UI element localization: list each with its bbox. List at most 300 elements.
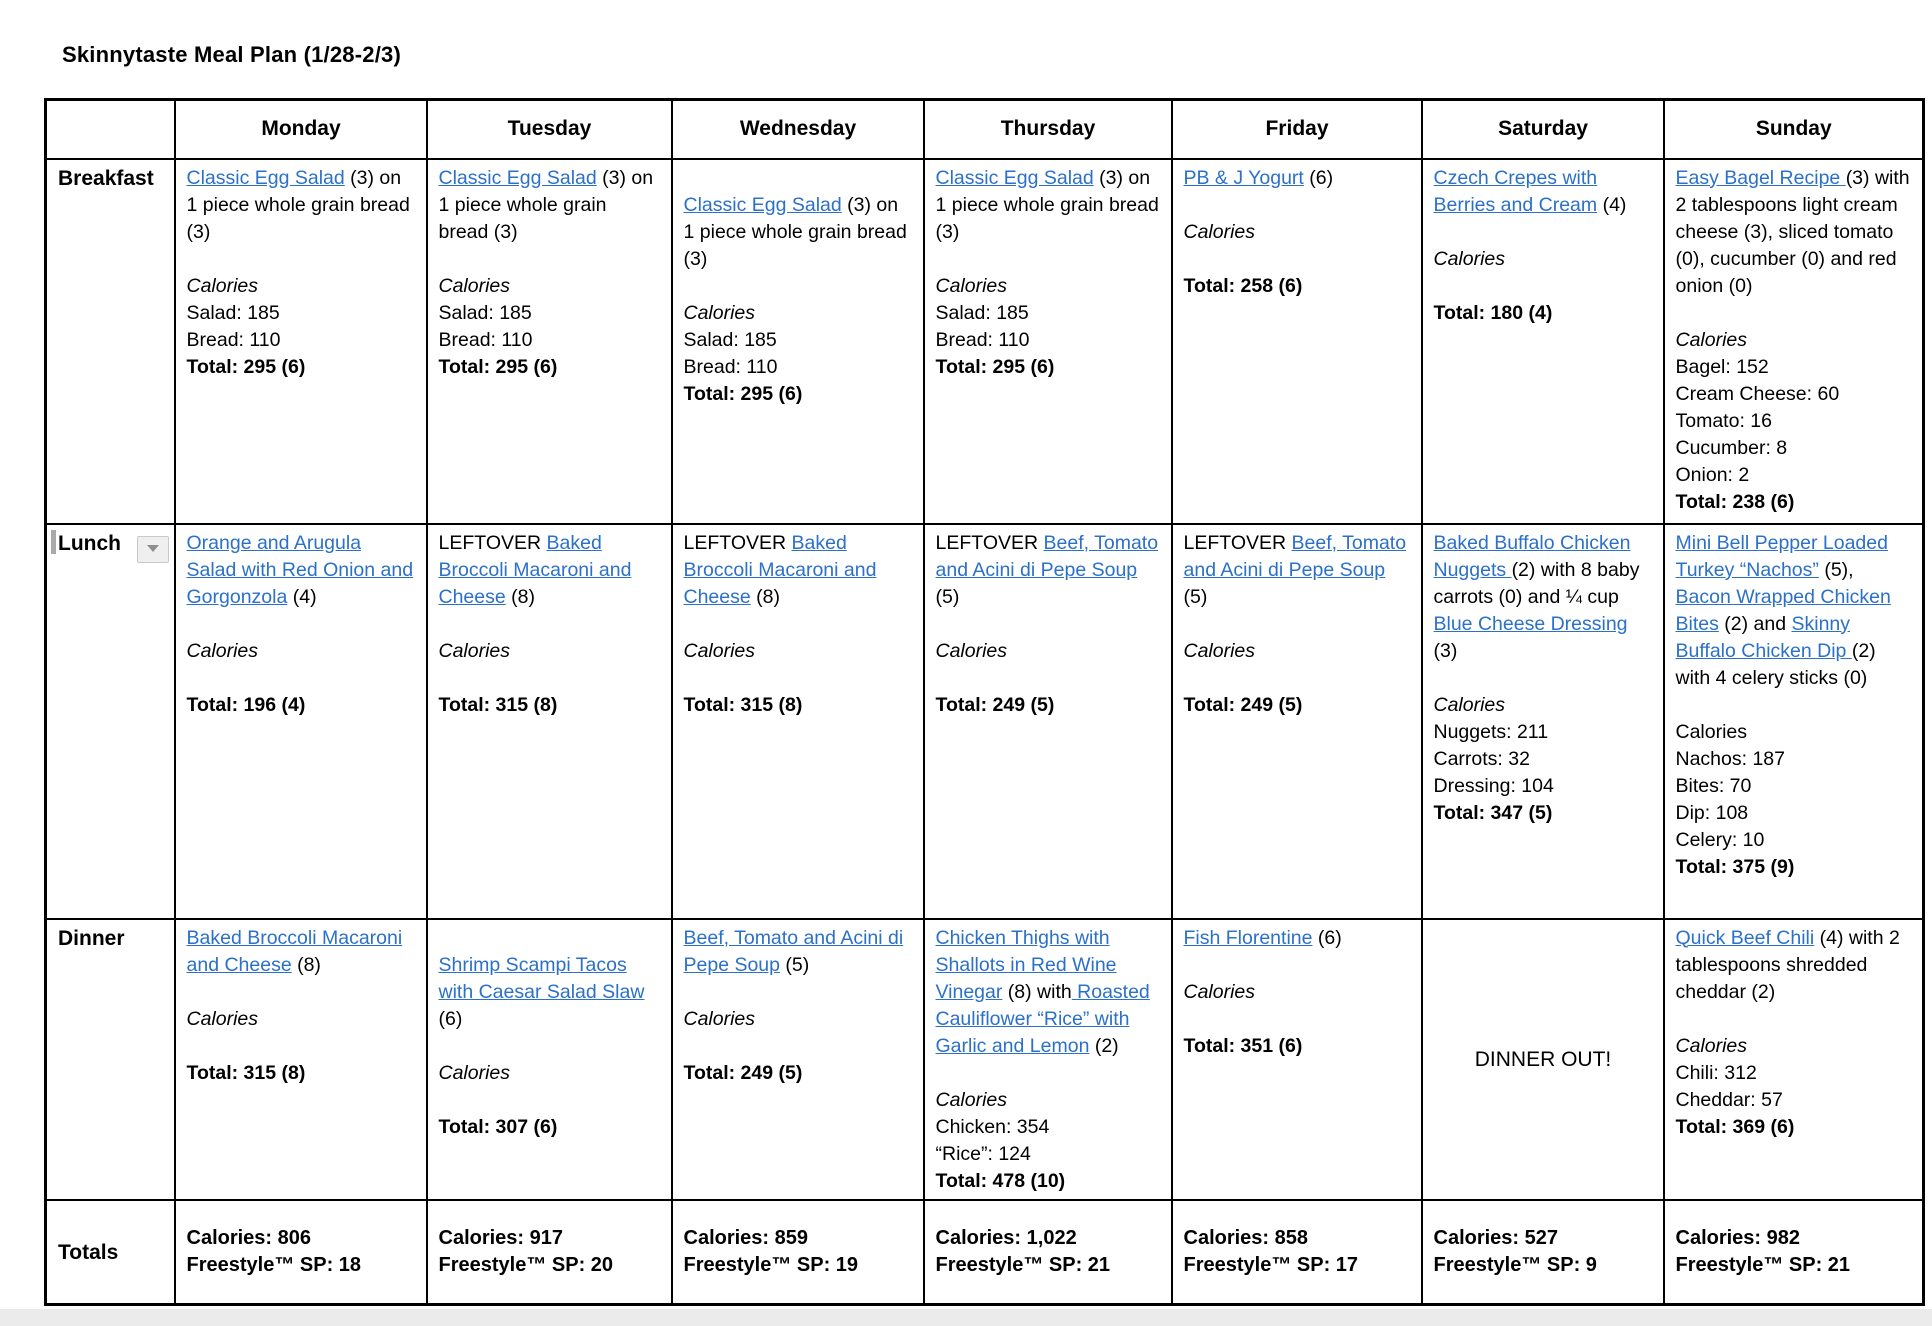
- cell-lunch-monday: [175, 524, 427, 919]
- blank-line: [684, 273, 913, 300]
- blank-line: [1676, 300, 1913, 327]
- cell-line: [1676, 800, 1913, 827]
- total-text: Total: 238 (6): [1675, 490, 1795, 513]
- blank-line: [684, 1033, 913, 1060]
- total-text: Total: 369 (6): [1675, 1115, 1795, 1138]
- plain-text: Nachos: 187: [1675, 747, 1785, 770]
- total-text: Total: 347 (5): [1433, 801, 1553, 824]
- recipe-link[interactable]: Mini Bell Pepper Loaded Turkey “Nachos”: [1675, 531, 1888, 581]
- cell-lunch-friday: [1172, 524, 1422, 919]
- cell-line: [187, 1252, 416, 1279]
- cell-line: [1676, 719, 1913, 746]
- meal-table: [44, 98, 1925, 1306]
- cell-line: [439, 165, 661, 246]
- cell-line: [936, 354, 1161, 381]
- cell-lunch-wednesday: [672, 524, 924, 919]
- header-sunday: Sunday: [1664, 100, 1924, 159]
- blank-line: [439, 611, 661, 638]
- cell-line: [1676, 489, 1913, 516]
- cell-line: [1434, 300, 1653, 327]
- calories-heading: Calories: [186, 639, 259, 662]
- calories-heading: Calories: [1675, 1034, 1748, 1057]
- plain-text: (2) and: [1718, 612, 1792, 635]
- cell-line: [1434, 1225, 1653, 1252]
- cell-line: [439, 300, 661, 327]
- cell-line: [439, 530, 661, 611]
- cell-totals-wednesday: [672, 1200, 924, 1305]
- recipe-link[interactable]: Czech Crepes with Berries and Cream: [1433, 166, 1598, 216]
- cell-line: [1434, 692, 1653, 719]
- cell-lunch-sunday: [1664, 524, 1924, 919]
- plain-text: Cream Cheese: 60: [1675, 382, 1840, 405]
- cell-line: [187, 165, 416, 246]
- cell-line: [187, 530, 416, 611]
- plain-text: (3) with 2 tablespoons light cream cheese (3), sliced tomato (0), cucumber (0) and red onion (0): [1675, 166, 1910, 297]
- cell-line: [1184, 1252, 1411, 1279]
- cell-line: [936, 327, 1161, 354]
- cell-line: [439, 327, 661, 354]
- cell-line: [1676, 530, 1913, 692]
- cell-line: [936, 1114, 1161, 1141]
- cell-dinner-saturday: [1422, 919, 1664, 1200]
- plain-text: LEFTOVER: [438, 531, 547, 554]
- row-label-text: Totals: [58, 1240, 119, 1264]
- blank-line: [1184, 246, 1411, 273]
- plain-text: Salad: 185: [438, 301, 532, 324]
- cell-line: [439, 1225, 661, 1252]
- cell-line: [439, 1060, 661, 1087]
- plain-text: Calories: [1675, 720, 1748, 743]
- plain-text: Chili: 312: [1675, 1061, 1757, 1084]
- total-text: Total: 295 (6): [935, 355, 1055, 378]
- cell-line: [187, 1225, 416, 1252]
- plain-text: (6): [1312, 926, 1342, 949]
- blank-line: [1434, 665, 1653, 692]
- total-text: Total: 249 (5): [1183, 693, 1303, 716]
- plain-text: Celery: 10: [1675, 828, 1765, 851]
- cell-line: [439, 952, 661, 1033]
- total-text: Freestyle™ SP: 21: [1675, 1254, 1851, 1277]
- plain-text: LEFTOVER: [935, 531, 1044, 554]
- plain-text: (3) on 1 piece whole grain bread (3): [438, 166, 654, 243]
- calories-heading: Calories: [1183, 220, 1256, 243]
- cell-lunch-saturday: [1422, 524, 1664, 919]
- cell-line: [1184, 219, 1411, 246]
- cell-breakfast-wednesday: [672, 159, 924, 524]
- blank-line: [1184, 952, 1411, 979]
- cell-line: [936, 165, 1161, 246]
- cell-line: [1434, 746, 1653, 773]
- total-text: Freestyle™ SP: 20: [438, 1254, 614, 1277]
- recipe-link[interactable]: Easy Bagel Recipe: [1675, 166, 1846, 189]
- cell-line: [187, 273, 416, 300]
- blank-line: [1434, 273, 1653, 300]
- total-text: Freestyle™ SP: 19: [683, 1254, 859, 1277]
- cell-line: [1184, 638, 1411, 665]
- cell-line: [1676, 381, 1913, 408]
- plain-text: Bagel: 152: [1675, 355, 1769, 378]
- recipe-link[interactable]: Shrimp Scampi Tacos with Caesar Salad Slaw: [438, 953, 645, 1003]
- cell-line: [1676, 854, 1913, 881]
- meal-table-body: [46, 100, 1924, 1305]
- plain-text: LEFTOVER: [683, 531, 792, 554]
- cell-line: [1676, 773, 1913, 800]
- cell-line: [1434, 800, 1653, 827]
- recipe-link[interactable]: Baked Broccoli Macaroni and Cheese: [438, 531, 632, 608]
- header-tuesday: Tuesday: [427, 100, 672, 159]
- blank-line: [936, 1060, 1161, 1087]
- calories-heading: Calories: [186, 274, 259, 297]
- cell-line: [439, 273, 661, 300]
- cell-line: [1676, 1060, 1913, 1087]
- recipe-link[interactable]: Beef, Tomato and Acini di Pepe Soup: [683, 926, 904, 976]
- plain-text: (5): [935, 585, 960, 608]
- row-label-text: Breakfast: [58, 166, 154, 190]
- row-label-lunch: [46, 524, 175, 919]
- cell-breakfast-sunday: [1664, 159, 1924, 524]
- cell-line: [684, 530, 913, 611]
- total-text: Total: 478 (10): [935, 1169, 1066, 1192]
- recipe-link[interactable]: Skinny Buffalo Chicken Dip: [1675, 612, 1852, 662]
- plain-text: (4): [287, 585, 317, 608]
- plain-text: Bread: 110: [438, 328, 533, 351]
- calories-heading: Calories: [935, 1088, 1008, 1111]
- blank-line: [187, 246, 416, 273]
- recipe-link[interactable]: Classic Egg Salad: [438, 166, 597, 189]
- cell-line: [1184, 925, 1411, 952]
- recipe-link[interactable]: Beef, Tomato and Acini di Pepe Soup: [935, 531, 1159, 581]
- cell-line: [1676, 925, 1913, 1006]
- cell-lunch-thursday: [924, 524, 1172, 919]
- blank-line: [439, 665, 661, 692]
- cell-line: [1676, 354, 1913, 381]
- cell-line: [1676, 1225, 1913, 1252]
- cell-line: [1676, 327, 1913, 354]
- plain-text: Onion: 2: [1675, 463, 1750, 486]
- cell-line: [1676, 462, 1913, 489]
- blank-line: [439, 1033, 661, 1060]
- recipe-link[interactable]: Classic Egg Salad: [935, 166, 1094, 189]
- cell-line: [684, 638, 913, 665]
- blank-line: [684, 611, 913, 638]
- blank-line: [936, 246, 1161, 273]
- cell-totals-saturday: [1422, 1200, 1664, 1305]
- cell-line: [187, 354, 416, 381]
- cell-line: [936, 1252, 1161, 1279]
- blank-line: [1184, 1006, 1411, 1033]
- cell-line: [936, 1225, 1161, 1252]
- cell-dinner-friday: [1172, 919, 1422, 1200]
- recipe-link[interactable]: Classic Egg Salad: [683, 193, 842, 216]
- blank-line: [439, 925, 661, 952]
- plain-text: (5): [780, 953, 810, 976]
- cell-lunch-tuesday: [427, 524, 672, 919]
- cell-line: [439, 692, 661, 719]
- calories-heading: Calories: [1433, 247, 1506, 270]
- total-text: Calories: 527: [1433, 1227, 1559, 1250]
- total-text: Freestyle™ SP: 9: [1433, 1254, 1597, 1277]
- total-text: Total: 295 (6): [186, 355, 306, 378]
- cell-line: [936, 1168, 1161, 1195]
- recipe-link[interactable]: Bacon Wrapped Chicken Bites: [1675, 585, 1891, 635]
- plain-text: Dip: 108: [1675, 801, 1749, 824]
- cell-line: [936, 1141, 1161, 1168]
- plain-text: (8) with: [1002, 980, 1072, 1003]
- recipe-link[interactable]: Baked Broccoli Macaroni and Cheese: [683, 531, 877, 608]
- dropdown-triangle: [147, 545, 159, 552]
- plain-text: (8): [750, 585, 780, 608]
- plain-text: Salad: 185: [186, 301, 280, 324]
- blank-line: [187, 979, 416, 1006]
- blank-line: [1184, 611, 1411, 638]
- cell-line: [439, 638, 661, 665]
- cell-dinner-wednesday: [672, 919, 924, 1200]
- total-text: Calories: 806: [186, 1227, 312, 1250]
- text-cursor: [51, 530, 56, 554]
- recipe-link[interactable]: Blue Cheese Dressing: [1433, 612, 1628, 635]
- calories-heading: Calories: [186, 1007, 259, 1030]
- cell-line: [936, 638, 1161, 665]
- blank-line: [439, 246, 661, 273]
- plain-text: Tomato: 16: [1675, 409, 1772, 432]
- plain-text: (3): [1433, 639, 1458, 662]
- total-text: Total: 375 (9): [1675, 855, 1795, 878]
- cell-dinner-monday: [175, 919, 427, 1200]
- cell-line: [684, 1225, 913, 1252]
- plain-text: (2) with 8 baby carrots (0) and ¼ cup: [1433, 558, 1640, 608]
- cell-line: [1676, 1114, 1913, 1141]
- cell-line: [1434, 165, 1653, 219]
- header-monday: Monday: [175, 100, 427, 159]
- cell-line: [187, 1006, 416, 1033]
- plain-text: (4): [1597, 193, 1627, 216]
- cell-line: [1676, 1033, 1913, 1060]
- plain-text: DINNER OUT!: [1474, 1048, 1612, 1071]
- cell-line: [936, 925, 1161, 1060]
- cell-line: [1184, 692, 1411, 719]
- row-label-totals: [46, 1200, 175, 1305]
- cell-line: [1676, 435, 1913, 462]
- plain-text: Nuggets: 211: [1433, 720, 1549, 743]
- plain-text: (6): [438, 1007, 463, 1030]
- blank-line: [1676, 1006, 1913, 1033]
- total-text: Calories: 917: [438, 1227, 564, 1250]
- total-text: Total: 315 (8): [438, 693, 558, 716]
- corner-cell: [46, 100, 175, 159]
- plain-text: Carrots: 32: [1433, 747, 1530, 770]
- recipe-link[interactable]: PB & J Yogurt: [1183, 166, 1304, 189]
- total-text: Total: 295 (6): [438, 355, 558, 378]
- cell-line: [936, 1087, 1161, 1114]
- cell-line: [1434, 246, 1653, 273]
- total-text: Total: 249 (5): [683, 1061, 803, 1084]
- plain-text: Cheddar: 57: [1675, 1088, 1783, 1111]
- blank-line: [1434, 219, 1653, 246]
- cell-line: [187, 638, 416, 665]
- cell-line: [936, 273, 1161, 300]
- plain-text: Cucumber: 8: [1675, 436, 1788, 459]
- calories-heading: Calories: [935, 274, 1008, 297]
- total-text: Calories: 859: [683, 1227, 809, 1250]
- cell-line: [1184, 1033, 1411, 1060]
- cell-line: [1676, 746, 1913, 773]
- cell-line: [187, 1060, 416, 1087]
- blank-line: [1184, 665, 1411, 692]
- cell-totals-sunday: [1664, 1200, 1924, 1305]
- plain-text: (8): [291, 953, 321, 976]
- calories-heading: Calories: [438, 274, 511, 297]
- cell-line: [187, 692, 416, 719]
- recipe-link[interactable]: Baked Buffalo Chicken Nuggets: [1433, 531, 1631, 581]
- header-saturday: Saturday: [1422, 100, 1664, 159]
- cell-totals-friday: [1172, 1200, 1422, 1305]
- blank-line: [187, 1033, 416, 1060]
- plain-text: Bites: 70: [1675, 774, 1752, 797]
- cell-dinner-thursday: [924, 919, 1172, 1200]
- recipe-link[interactable]: Fish Florentine: [1183, 926, 1313, 949]
- cell-line: [1434, 530, 1653, 665]
- cell-line: [1184, 273, 1411, 300]
- total-text: Calories: 982: [1675, 1227, 1801, 1250]
- blank-line: [936, 665, 1161, 692]
- cell-line: [936, 300, 1161, 327]
- cell-line: [1184, 165, 1411, 192]
- total-text: Total: 180 (4): [1433, 301, 1553, 324]
- recipe-link[interactable]: Beef, Tomato and Acini di Pepe Soup: [1183, 531, 1407, 581]
- calories-heading: Calories: [1675, 328, 1748, 351]
- plain-text: (4) with 2 tablespoons shredded cheddar (2): [1675, 926, 1900, 1003]
- calories-heading: Calories: [438, 639, 511, 662]
- total-text: Total: 196 (4): [186, 693, 306, 716]
- plain-text: Bread: 110: [186, 328, 281, 351]
- blank-line: [684, 979, 913, 1006]
- cell-line: [684, 381, 913, 408]
- cell-line: [1676, 165, 1913, 300]
- recipe-link[interactable]: Chicken Thighs with Shallots in Red Wine Vinegar: [935, 926, 1117, 1003]
- recipe-link[interactable]: Orange and Arugula Salad with Red Onion and Gorgonzola: [186, 531, 414, 608]
- cell-line: [439, 1252, 661, 1279]
- plain-text: “Rice”: 124: [935, 1142, 1031, 1165]
- total-text: Total: 351 (6): [1183, 1034, 1303, 1057]
- plain-text: (3) on 1 piece whole grain bread (3): [935, 166, 1159, 243]
- cell-line: [684, 1252, 913, 1279]
- cell-line: [1676, 1087, 1913, 1114]
- cell-breakfast-saturday: [1422, 159, 1664, 524]
- cell-line: [1184, 530, 1411, 611]
- total-text: Freestyle™ SP: 17: [1183, 1254, 1359, 1277]
- blank-line: [684, 165, 913, 192]
- plain-text: (6): [1303, 166, 1334, 189]
- blank-line: [684, 665, 913, 692]
- cell-line: [1434, 719, 1653, 746]
- cell-totals-tuesday: [427, 1200, 672, 1305]
- cell-line: [936, 692, 1161, 719]
- cell-line: [1434, 1252, 1653, 1279]
- cell-line: [1434, 1046, 1653, 1073]
- total-text: Total: 315 (8): [683, 693, 803, 716]
- cell-line: [1676, 827, 1913, 854]
- cell-dinner-sunday: [1664, 919, 1924, 1200]
- cell-line: [684, 192, 913, 273]
- cell-breakfast-monday: [175, 159, 427, 524]
- plain-text: Salad: 185: [935, 301, 1029, 324]
- recipe-link[interactable]: Classic Egg Salad: [186, 166, 345, 189]
- plain-text: (3) on 1 piece whole grain bread (3): [186, 166, 410, 243]
- recipe-link[interactable]: Quick Beef Chili: [1675, 926, 1815, 949]
- header-friday: Friday: [1172, 100, 1422, 159]
- window-bottom-band: [0, 1309, 1932, 1326]
- cell-line: [187, 925, 416, 979]
- total-text: Total: 258 (6): [1183, 274, 1303, 297]
- plain-text: (8): [505, 585, 535, 608]
- cell-totals-thursday: [924, 1200, 1172, 1305]
- cell-dinner-tuesday: [427, 919, 672, 1200]
- blank-line: [936, 611, 1161, 638]
- plain-text: Dressing: 104: [1433, 774, 1554, 797]
- blank-line: [439, 1087, 661, 1114]
- cell-line: [936, 530, 1161, 611]
- header-thursday: Thursday: [924, 100, 1172, 159]
- plain-text: (2) with 4 celery sticks (0): [1675, 639, 1876, 689]
- recipe-link[interactable]: Roasted Cauliflower “Rice” with Garlic and Lemon: [935, 980, 1150, 1057]
- plain-text: (3) on 1 piece whole grain bread (3): [683, 193, 907, 270]
- blank-line: [1184, 192, 1411, 219]
- cell-line: [684, 1006, 913, 1033]
- calories-heading: Calories: [935, 639, 1008, 662]
- cell-line: [1676, 408, 1913, 435]
- recipe-link[interactable]: Baked Broccoli Macaroni and Cheese: [186, 926, 403, 976]
- cell-line: [684, 925, 913, 979]
- blank-line: [187, 611, 416, 638]
- plain-text: Chicken: 354: [935, 1115, 1050, 1138]
- row-label-text: Lunch: [58, 531, 121, 555]
- cell-breakfast-thursday: [924, 159, 1172, 524]
- total-text: Freestyle™ SP: 21: [935, 1254, 1111, 1277]
- cell-totals-monday: [175, 1200, 427, 1305]
- calories-heading: Calories: [1183, 980, 1256, 1003]
- cell-line: [684, 300, 913, 327]
- cell-line: [1184, 979, 1411, 1006]
- total-text: Calories: 1,022: [935, 1227, 1077, 1250]
- total-text: Total: 315 (8): [186, 1061, 306, 1084]
- total-text: Freestyle™ SP: 18: [186, 1254, 362, 1277]
- total-text: Total: 295 (6): [683, 382, 803, 405]
- blank-line: [1676, 692, 1913, 719]
- cell-line: [187, 300, 416, 327]
- calories-heading: Calories: [683, 301, 756, 324]
- cell-breakfast-friday: [1172, 159, 1422, 524]
- blank-line: [187, 665, 416, 692]
- cell-line: [1676, 1252, 1913, 1279]
- plain-text: Bread: 110: [683, 355, 778, 378]
- cell-line: [684, 327, 913, 354]
- plain-text: (2): [1089, 1034, 1119, 1057]
- total-text: Total: 307 (6): [438, 1115, 558, 1138]
- cell-line: [684, 692, 913, 719]
- page-title: Skinnytaste Meal Plan (1/28-2/3): [62, 42, 401, 67]
- calories-heading: Calories: [683, 639, 756, 662]
- row-label-breakfast: [46, 159, 175, 524]
- calories-heading: Calories: [1433, 693, 1506, 716]
- plain-text: Bread: 110: [935, 328, 1030, 351]
- cell-line: [1434, 773, 1653, 800]
- cell-line: [439, 354, 661, 381]
- calories-heading: Calories: [438, 1061, 511, 1084]
- chevron-down-icon[interactable]: [137, 536, 169, 563]
- cell-line: [684, 354, 913, 381]
- cell-breakfast-tuesday: [427, 159, 672, 524]
- plain-text: (5): [1183, 585, 1208, 608]
